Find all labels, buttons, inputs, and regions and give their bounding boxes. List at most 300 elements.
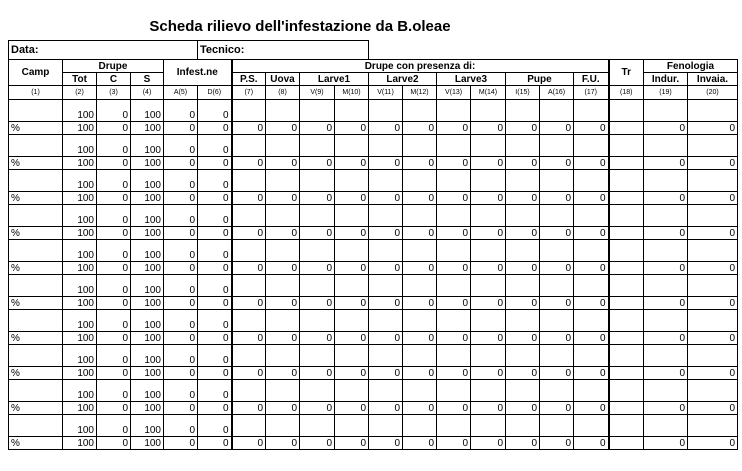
cell[interactable]: [437, 170, 471, 192]
count-cell[interactable]: 100: [131, 100, 164, 122]
cell[interactable]: [403, 100, 437, 122]
cell[interactable]: [506, 240, 540, 262]
cell[interactable]: [9, 205, 63, 227]
percent-cell[interactable]: 100: [63, 157, 97, 170]
percent-cell[interactable]: 0: [335, 157, 369, 170]
percent-cell[interactable]: 0: [437, 367, 471, 380]
cell[interactable]: [403, 380, 437, 402]
count-cell[interactable]: 0: [97, 100, 131, 122]
count-cell[interactable]: 100: [63, 310, 97, 332]
count-cell[interactable]: 0: [198, 205, 232, 227]
percent-cell[interactable]: 0: [300, 192, 335, 205]
percent-cell[interactable]: 0: [506, 297, 540, 310]
percent-cell[interactable]: 0: [198, 437, 232, 450]
cell[interactable]: [300, 345, 335, 367]
cell[interactable]: [609, 275, 644, 297]
cell[interactable]: [335, 240, 369, 262]
percent-cell[interactable]: 0: [437, 437, 471, 450]
cell[interactable]: [369, 240, 403, 262]
percent-cell[interactable]: [609, 157, 644, 170]
cell[interactable]: [266, 170, 300, 192]
percent-cell[interactable]: 0: [540, 192, 574, 205]
count-cell[interactable]: 0: [97, 380, 131, 402]
percent-cell[interactable]: 0: [369, 192, 403, 205]
cell[interactable]: [232, 170, 266, 192]
cell[interactable]: [266, 135, 300, 157]
percent-cell[interactable]: 0: [266, 402, 300, 415]
percent-cell[interactable]: 0: [540, 227, 574, 240]
percent-cell[interactable]: 100: [63, 297, 97, 310]
percent-cell[interactable]: 0: [688, 437, 738, 450]
percent-cell[interactable]: 0: [300, 262, 335, 275]
percent-cell[interactable]: 0: [574, 262, 609, 275]
count-cell[interactable]: 100: [63, 240, 97, 262]
percent-cell[interactable]: 0: [403, 332, 437, 345]
count-cell[interactable]: 100: [131, 380, 164, 402]
percent-cell[interactable]: 0: [644, 262, 688, 275]
percent-cell[interactable]: 0: [97, 157, 131, 170]
percent-cell[interactable]: 0: [369, 262, 403, 275]
percent-cell[interactable]: 0: [335, 437, 369, 450]
percent-cell[interactable]: 0: [232, 227, 266, 240]
percent-cell[interactable]: 100: [63, 437, 97, 450]
cell[interactable]: [403, 345, 437, 367]
count-cell[interactable]: 0: [198, 170, 232, 192]
percent-cell[interactable]: 0: [232, 262, 266, 275]
percent-cell[interactable]: 0: [266, 367, 300, 380]
percent-cell[interactable]: 0: [403, 262, 437, 275]
cell[interactable]: [437, 100, 471, 122]
cell[interactable]: [688, 380, 738, 402]
cell[interactable]: [506, 275, 540, 297]
percent-cell[interactable]: 0: [540, 402, 574, 415]
percent-cell[interactable]: 0: [232, 157, 266, 170]
cell[interactable]: [540, 135, 574, 157]
cell[interactable]: [609, 135, 644, 157]
percent-cell[interactable]: 100: [131, 262, 164, 275]
percent-cell[interactable]: 0: [198, 262, 232, 275]
percent-cell[interactable]: 0: [198, 402, 232, 415]
count-cell[interactable]: 100: [63, 100, 97, 122]
percent-cell[interactable]: 0: [403, 157, 437, 170]
cell[interactable]: [335, 380, 369, 402]
cell[interactable]: [437, 135, 471, 157]
cell[interactable]: [471, 345, 506, 367]
count-cell[interactable]: 0: [198, 415, 232, 437]
cell[interactable]: [540, 415, 574, 437]
percent-cell[interactable]: 0: [335, 332, 369, 345]
count-cell[interactable]: 0: [97, 415, 131, 437]
cell[interactable]: [506, 135, 540, 157]
cell[interactable]: [471, 240, 506, 262]
percent-cell[interactable]: 0: [471, 437, 506, 450]
cell[interactable]: [574, 345, 609, 367]
percent-cell[interactable]: 0: [300, 157, 335, 170]
percent-cell[interactable]: 0: [369, 227, 403, 240]
percent-cell[interactable]: 0: [574, 402, 609, 415]
cell[interactable]: [574, 205, 609, 227]
cell[interactable]: [335, 170, 369, 192]
percent-cell[interactable]: 0: [266, 297, 300, 310]
data-field[interactable]: Data:: [9, 41, 198, 60]
cell[interactable]: [688, 275, 738, 297]
percent-cell[interactable]: [609, 122, 644, 135]
count-cell[interactable]: 100: [131, 415, 164, 437]
percent-cell[interactable]: [609, 437, 644, 450]
cell[interactable]: [369, 100, 403, 122]
count-cell[interactable]: 0: [97, 345, 131, 367]
cell[interactable]: [688, 170, 738, 192]
percent-cell[interactable]: 0: [164, 437, 198, 450]
cell[interactable]: [574, 415, 609, 437]
cell[interactable]: [300, 380, 335, 402]
cell[interactable]: [232, 240, 266, 262]
cell[interactable]: [403, 135, 437, 157]
count-cell[interactable]: 0: [198, 240, 232, 262]
percent-cell[interactable]: 0: [97, 332, 131, 345]
count-cell[interactable]: 0: [97, 240, 131, 262]
percent-cell[interactable]: 0: [540, 437, 574, 450]
cell[interactable]: [574, 380, 609, 402]
cell[interactable]: [9, 275, 63, 297]
count-cell[interactable]: 100: [131, 240, 164, 262]
count-cell[interactable]: 0: [164, 100, 198, 122]
count-cell[interactable]: 0: [164, 275, 198, 297]
cell[interactable]: [335, 415, 369, 437]
count-cell[interactable]: 0: [198, 135, 232, 157]
cell[interactable]: [300, 170, 335, 192]
cell[interactable]: [471, 275, 506, 297]
percent-cell[interactable]: 0: [471, 262, 506, 275]
percent-cell[interactable]: 0: [437, 192, 471, 205]
percent-cell[interactable]: 0: [506, 122, 540, 135]
count-cell[interactable]: 100: [63, 205, 97, 227]
cell[interactable]: [540, 205, 574, 227]
percent-cell[interactable]: 0: [164, 332, 198, 345]
percent-cell[interactable]: 0: [369, 297, 403, 310]
percent-cell[interactable]: 0: [688, 192, 738, 205]
percent-cell[interactable]: [609, 332, 644, 345]
percent-cell[interactable]: 0: [335, 227, 369, 240]
cell[interactable]: [266, 100, 300, 122]
cell[interactable]: [300, 415, 335, 437]
percent-cell[interactable]: 0: [97, 367, 131, 380]
percent-cell[interactable]: 0: [644, 437, 688, 450]
cell[interactable]: [506, 170, 540, 192]
cell[interactable]: [688, 135, 738, 157]
percent-cell[interactable]: 0: [437, 122, 471, 135]
percent-cell[interactable]: 0: [574, 157, 609, 170]
cell[interactable]: [540, 380, 574, 402]
percent-cell[interactable]: 0: [300, 227, 335, 240]
percent-cell[interactable]: 0: [688, 332, 738, 345]
cell[interactable]: [540, 100, 574, 122]
percent-cell[interactable]: 0: [232, 122, 266, 135]
cell[interactable]: [506, 205, 540, 227]
percent-cell[interactable]: 0: [506, 332, 540, 345]
percent-cell[interactable]: 0: [437, 227, 471, 240]
count-cell[interactable]: 0: [198, 345, 232, 367]
percent-cell[interactable]: 0: [266, 227, 300, 240]
cell[interactable]: [688, 415, 738, 437]
percent-cell[interactable]: 0: [403, 297, 437, 310]
percent-cell[interactable]: 100: [131, 297, 164, 310]
percent-cell[interactable]: 0: [644, 227, 688, 240]
percent-cell[interactable]: [609, 402, 644, 415]
cell[interactable]: [266, 240, 300, 262]
percent-cell[interactable]: 0: [266, 157, 300, 170]
percent-cell[interactable]: 0: [471, 297, 506, 310]
percent-cell[interactable]: 0: [574, 367, 609, 380]
percent-cell[interactable]: 0: [335, 402, 369, 415]
cell[interactable]: [506, 345, 540, 367]
percent-cell[interactable]: 0: [232, 192, 266, 205]
percent-cell[interactable]: 0: [266, 192, 300, 205]
cell[interactable]: [369, 205, 403, 227]
percent-cell[interactable]: 0: [232, 402, 266, 415]
cell[interactable]: [266, 415, 300, 437]
percent-cell[interactable]: 0: [688, 227, 738, 240]
cell[interactable]: [688, 240, 738, 262]
percent-cell[interactable]: 0: [506, 437, 540, 450]
percent-cell[interactable]: 0: [437, 402, 471, 415]
cell[interactable]: [403, 240, 437, 262]
percent-cell[interactable]: 0: [688, 122, 738, 135]
percent-cell[interactable]: 100: [131, 227, 164, 240]
cell[interactable]: [403, 170, 437, 192]
percent-cell[interactable]: 0: [266, 262, 300, 275]
percent-cell[interactable]: 0: [232, 437, 266, 450]
count-cell[interactable]: 0: [97, 135, 131, 157]
cell[interactable]: [232, 415, 266, 437]
percent-cell[interactable]: 0: [300, 437, 335, 450]
cell[interactable]: [644, 380, 688, 402]
percent-cell[interactable]: 0: [540, 367, 574, 380]
cell[interactable]: [574, 310, 609, 332]
cell[interactable]: [266, 275, 300, 297]
count-cell[interactable]: 0: [164, 380, 198, 402]
count-cell[interactable]: 100: [63, 415, 97, 437]
percent-cell[interactable]: 0: [335, 297, 369, 310]
percent-cell[interactable]: 0: [335, 262, 369, 275]
cell[interactable]: [266, 310, 300, 332]
count-cell[interactable]: 0: [198, 100, 232, 122]
percent-cell[interactable]: 0: [506, 402, 540, 415]
percent-cell[interactable]: 0: [369, 402, 403, 415]
cell[interactable]: [437, 380, 471, 402]
percent-cell[interactable]: 0: [164, 227, 198, 240]
percent-cell[interactable]: [609, 192, 644, 205]
cell[interactable]: [471, 310, 506, 332]
percent-cell[interactable]: 0: [644, 367, 688, 380]
percent-cell[interactable]: 0: [198, 297, 232, 310]
percent-cell[interactable]: 100: [63, 192, 97, 205]
percent-cell[interactable]: 0: [97, 402, 131, 415]
percent-cell[interactable]: 0: [403, 227, 437, 240]
percent-cell[interactable]: 0: [506, 157, 540, 170]
percent-cell[interactable]: 0: [164, 262, 198, 275]
cell[interactable]: [232, 100, 266, 122]
percent-cell[interactable]: 0: [574, 122, 609, 135]
count-cell[interactable]: 100: [63, 170, 97, 192]
count-cell[interactable]: 0: [164, 345, 198, 367]
percent-cell[interactable]: 0: [403, 437, 437, 450]
cell[interactable]: [232, 205, 266, 227]
cell[interactable]: [437, 345, 471, 367]
count-cell[interactable]: 0: [164, 135, 198, 157]
percent-cell[interactable]: 0: [644, 192, 688, 205]
cell[interactable]: [437, 205, 471, 227]
percent-cell[interactable]: 0: [335, 192, 369, 205]
cell[interactable]: [471, 205, 506, 227]
cell[interactable]: [471, 415, 506, 437]
percent-cell[interactable]: 0: [300, 332, 335, 345]
percent-cell[interactable]: 0: [574, 227, 609, 240]
cell[interactable]: [335, 135, 369, 157]
cell[interactable]: [266, 205, 300, 227]
percent-cell[interactable]: 0: [471, 157, 506, 170]
cell[interactable]: [403, 275, 437, 297]
cell[interactable]: [335, 100, 369, 122]
cell[interactable]: [335, 275, 369, 297]
percent-cell[interactable]: 0: [266, 437, 300, 450]
count-cell[interactable]: 0: [164, 310, 198, 332]
percent-cell[interactable]: 0: [198, 332, 232, 345]
cell[interactable]: [609, 240, 644, 262]
cell[interactable]: [609, 345, 644, 367]
percent-cell[interactable]: 0: [300, 122, 335, 135]
percent-cell[interactable]: 0: [97, 262, 131, 275]
cell[interactable]: [9, 240, 63, 262]
cell[interactable]: [644, 275, 688, 297]
cell[interactable]: [540, 345, 574, 367]
percent-cell[interactable]: 0: [506, 262, 540, 275]
cell[interactable]: [232, 345, 266, 367]
percent-cell[interactable]: [609, 227, 644, 240]
percent-cell[interactable]: 0: [688, 297, 738, 310]
cell[interactable]: [609, 380, 644, 402]
percent-cell[interactable]: 0: [471, 227, 506, 240]
percent-cell[interactable]: 100: [131, 157, 164, 170]
percent-cell[interactable]: 0: [644, 157, 688, 170]
cell[interactable]: [403, 310, 437, 332]
cell[interactable]: [300, 275, 335, 297]
percent-cell[interactable]: 0: [403, 122, 437, 135]
percent-cell[interactable]: 0: [437, 262, 471, 275]
percent-cell[interactable]: 0: [437, 297, 471, 310]
percent-cell[interactable]: 0: [369, 157, 403, 170]
cell[interactable]: [471, 100, 506, 122]
percent-cell[interactable]: 0: [471, 192, 506, 205]
cell[interactable]: [300, 310, 335, 332]
cell[interactable]: [369, 345, 403, 367]
percent-cell[interactable]: 0: [688, 367, 738, 380]
percent-cell[interactable]: 0: [574, 332, 609, 345]
percent-cell[interactable]: 0: [232, 367, 266, 380]
cell[interactable]: [644, 100, 688, 122]
count-cell[interactable]: 0: [97, 275, 131, 297]
percent-cell[interactable]: 0: [164, 367, 198, 380]
count-cell[interactable]: 0: [198, 275, 232, 297]
count-cell[interactable]: 100: [131, 205, 164, 227]
percent-cell[interactable]: 0: [164, 297, 198, 310]
cell[interactable]: [506, 380, 540, 402]
cell[interactable]: [609, 100, 644, 122]
percent-cell[interactable]: 0: [266, 332, 300, 345]
count-cell[interactable]: 0: [198, 310, 232, 332]
count-cell[interactable]: 100: [63, 135, 97, 157]
percent-cell[interactable]: 100: [131, 402, 164, 415]
count-cell[interactable]: 0: [164, 205, 198, 227]
cell[interactable]: [9, 345, 63, 367]
cell[interactable]: [300, 240, 335, 262]
percent-cell[interactable]: 0: [471, 332, 506, 345]
percent-cell[interactable]: 0: [471, 367, 506, 380]
percent-cell[interactable]: 0: [300, 367, 335, 380]
percent-cell[interactable]: 0: [232, 297, 266, 310]
percent-cell[interactable]: 0: [369, 367, 403, 380]
cell[interactable]: [609, 205, 644, 227]
cell[interactable]: [688, 345, 738, 367]
cell[interactable]: [574, 275, 609, 297]
percent-cell[interactable]: 0: [437, 332, 471, 345]
count-cell[interactable]: 0: [97, 205, 131, 227]
percent-cell[interactable]: 0: [300, 402, 335, 415]
cell[interactable]: [471, 380, 506, 402]
cell[interactable]: [506, 310, 540, 332]
cell[interactable]: [609, 310, 644, 332]
percent-cell[interactable]: [609, 297, 644, 310]
count-cell[interactable]: 100: [63, 345, 97, 367]
percent-cell[interactable]: 0: [644, 122, 688, 135]
percent-cell[interactable]: 0: [644, 332, 688, 345]
cell[interactable]: [644, 240, 688, 262]
cell[interactable]: [574, 170, 609, 192]
percent-cell[interactable]: 0: [506, 367, 540, 380]
percent-cell[interactable]: 0: [540, 262, 574, 275]
cell[interactable]: [369, 415, 403, 437]
percent-cell[interactable]: 0: [437, 157, 471, 170]
count-cell[interactable]: 100: [131, 170, 164, 192]
percent-cell[interactable]: 0: [688, 157, 738, 170]
cell[interactable]: [300, 205, 335, 227]
cell[interactable]: [644, 205, 688, 227]
cell[interactable]: [688, 205, 738, 227]
percent-cell[interactable]: 100: [131, 192, 164, 205]
percent-cell[interactable]: 0: [97, 192, 131, 205]
count-cell[interactable]: 0: [164, 170, 198, 192]
cell[interactable]: [574, 135, 609, 157]
cell[interactable]: [403, 415, 437, 437]
percent-cell[interactable]: 100: [131, 367, 164, 380]
percent-cell[interactable]: 0: [574, 192, 609, 205]
cell[interactable]: [9, 135, 63, 157]
percent-cell[interactable]: 100: [131, 437, 164, 450]
cell[interactable]: [232, 135, 266, 157]
cell[interactable]: [369, 170, 403, 192]
percent-cell[interactable]: 100: [131, 122, 164, 135]
percent-cell[interactable]: 100: [63, 402, 97, 415]
cell[interactable]: [9, 310, 63, 332]
cell[interactable]: [437, 275, 471, 297]
percent-cell[interactable]: 0: [688, 402, 738, 415]
cell[interactable]: [266, 380, 300, 402]
percent-cell[interactable]: [609, 367, 644, 380]
cell[interactable]: [506, 415, 540, 437]
count-cell[interactable]: 100: [131, 345, 164, 367]
cell[interactable]: [369, 310, 403, 332]
cell[interactable]: [266, 345, 300, 367]
